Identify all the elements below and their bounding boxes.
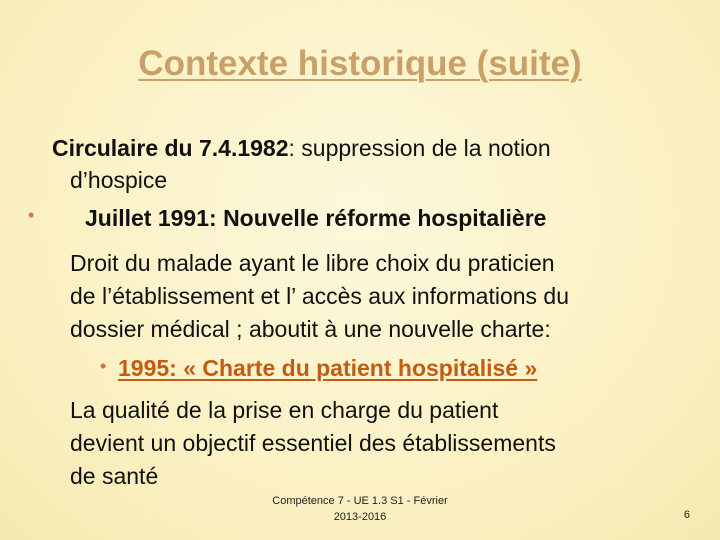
para2-line-1: Droit du malade ayant le libre choix du praticien [70,250,555,276]
page-number: 6 [683,509,690,521]
circulaire-text: : suppression de la notion [288,135,551,161]
footer [240,493,480,525]
para3-line-1: La qualité de la prise en charge du patient [70,397,499,423]
paragraph-circulaire [52,133,551,163]
bullet-charte-1995: 1995: « Charte du patient hospitalisé » [118,355,538,381]
circulaire-continuation: d’hospice [70,167,168,193]
para2-line-3: dossier médical ; aboutit à une nouvelle charte: [70,316,551,342]
para2-line-2: de l’établissement et l’ accès aux informations du [70,283,570,309]
circulaire-date: Circulaire du 7.4.1982 [52,135,289,161]
footer-line-1: Compétence 7 - UE 1.3 S1 - Février [272,495,448,507]
bullet-marker-2: • [100,356,107,376]
para3-line-3: de santé [70,463,159,489]
para3-line-2: devient un objectif essentiel des établissements [70,430,556,456]
footer-line-2: 2013-2016 [333,511,387,523]
slide-title: Contexte historique (suite) [138,44,582,83]
bullet-marker-1: • [28,205,35,225]
bullet-juillet-1991: Juillet 1991: Nouvelle réforme hospitalière [85,205,547,231]
